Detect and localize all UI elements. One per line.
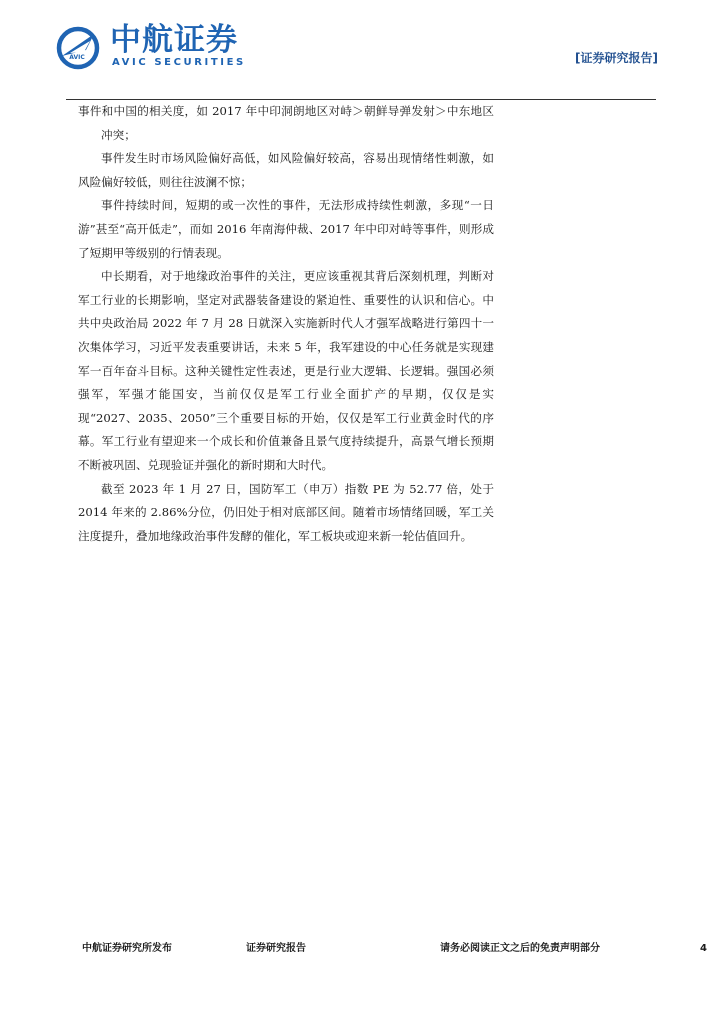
footer-publisher: 中航证券研究所发布 (82, 943, 172, 954)
avic-logo-icon (56, 26, 100, 70)
page-number: 4 (700, 943, 707, 954)
body-paragraph: 截至 2023 年 1 月 27 日，国防军工（申万）指数 PE 为 52.77 倍，处于 2014 年来的 2.86%分位，仍旧处于相对底部区间。随着市场情绪回暖，军工关注度提升，叠加地缘政治事件发酵的催化，军工板块或迎来新一轮估值回升。 (78, 481, 494, 543)
svg-text:AVIC: AVIC (69, 54, 85, 61)
footer-disclaimer: 请务必阅读正文之后的免责声明部分 (440, 943, 600, 954)
report-body (78, 100, 494, 548)
body-paragraph: 中长期看，对于地缘政治事件的关注，更应该重视其背后深刻机理，判断对军工行业的长期影响，坚定对武器装备建设的紧迫性、重要性的认识和信心。中共中央政治局 2022 年 7 月 28 日就深入实施新时代人才强军战略进行第四十一次集体学习，习近平发表重要讲话，未来 5 年，我军建设的中心任务就是实现建军一百年奋斗目标。这种关键性定性表述，更是行业大逻辑、长逻辑。强国必须强军，军强才能国安，当前仅仅是军工行业全面扩产的早期，仅仅是实现“2027、2035、2050”三个重要目标的开始，仅仅是军工行业黄金时代的序幕。军工行业有望迎来一个成长和价值兼备且景气度持续提升，高景气增长预期不断被巩固、兑现验证并强化的新时期和大时代。 (78, 269, 494, 472)
report-type-tag: [证券研究报告] (575, 51, 658, 65)
body-paragraph: 事件和中国的相关度，如 2017 年中印洞朗地区对峙＞朝鲜导弹发射＞中东地区冲突； (78, 104, 494, 142)
body-paragraph: 事件发生时市场风险偏好高低，如风险偏好较高，容易出现情绪性刺激，如风险偏好较低，则往往波澜不惊； (78, 151, 494, 189)
page-footer (0, 934, 724, 964)
page-header (0, 0, 724, 104)
logo-wordmark-cn: 中航证券 (110, 22, 238, 58)
body-paragraph: 事件持续时间，短期的或一次性的事件，无法形成持续性刺激，多现“一日游”甚至“高开低走”，而如 2016 年南海仲裁、2017 年中印对峙等事件，则形成了短期甲等级别的行情表现。 (78, 198, 494, 260)
footer-doc-type: 证券研究报告 (246, 943, 306, 954)
logo-wordmark-en: AVIC SECURITIES (112, 57, 246, 68)
